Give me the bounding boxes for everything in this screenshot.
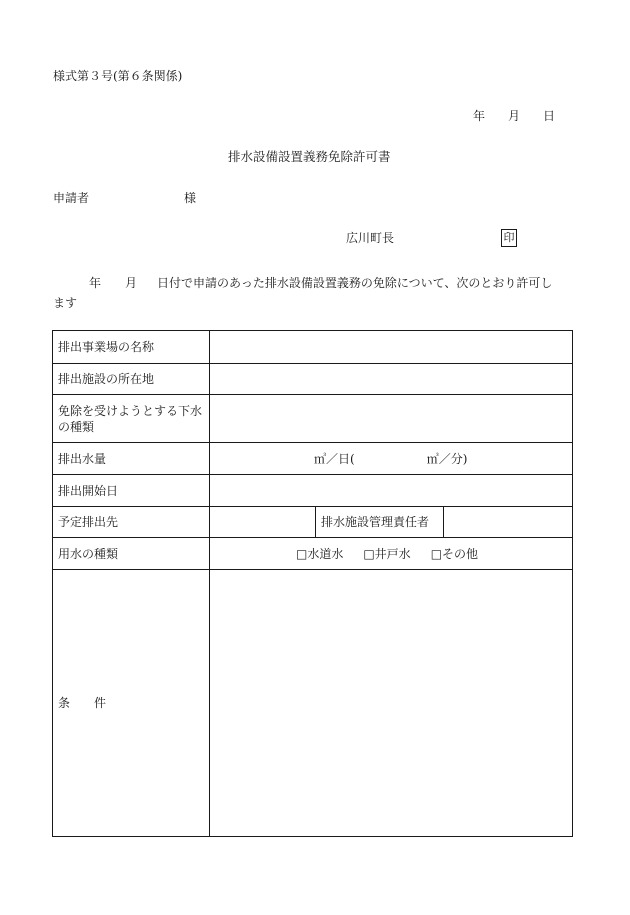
date-line: [473, 109, 555, 123]
unit-per-minute: ㎥／分): [426, 451, 468, 466]
permit-table: [52, 330, 573, 837]
row-label: 排出開始日: [53, 475, 210, 507]
table-row: [53, 364, 573, 395]
body-year: 年: [89, 276, 102, 290]
value-cell[interactable]: [210, 364, 573, 395]
water-type-options: [210, 538, 573, 570]
value-cell[interactable]: [210, 507, 316, 538]
row-label: 排出事業場の名称: [53, 331, 210, 364]
date-day: 日: [543, 109, 556, 123]
conditions-value-cell[interactable]: [210, 570, 573, 837]
conditions-char-2: 件: [94, 696, 107, 710]
value-cell[interactable]: [210, 475, 573, 507]
table-row: [53, 395, 573, 443]
table-row: [53, 443, 573, 475]
option-well-water[interactable]: □井戸水: [363, 546, 411, 561]
issuer-name: 広川町長: [346, 231, 395, 245]
flow-volume-cell[interactable]: [210, 443, 573, 475]
table-row: [53, 570, 573, 837]
date-month: 月: [508, 109, 521, 123]
form-number: 様式第３号(第６条関係): [53, 69, 183, 83]
option-tap-water[interactable]: □水道水: [296, 546, 344, 561]
sub-label: 排水施設管理責任者: [316, 507, 444, 538]
row-label: 予定排出先: [53, 507, 210, 538]
value-cell[interactable]: [210, 331, 573, 364]
table-row: [53, 507, 573, 538]
unit-per-day: ㎥／日(: [314, 451, 355, 466]
conditions-char-1: 条: [58, 696, 71, 710]
row-label: 用水の種類: [53, 538, 210, 570]
seal-mark: 印: [501, 229, 517, 247]
applicant-label: 申請者: [53, 191, 90, 205]
body-month: 月: [125, 276, 138, 290]
applicant-honorific: 様: [184, 191, 197, 205]
conditions-label: [53, 570, 210, 837]
row-label: 免除を受けようとする下水の種類: [53, 395, 210, 443]
table-row: [53, 538, 573, 570]
body-text: 日付で申請のあった排水設備設置義務の免除について、次のとおり許可します: [53, 276, 553, 310]
value-cell[interactable]: [444, 507, 573, 538]
date-year: 年: [473, 109, 486, 123]
table-row: [53, 331, 573, 364]
option-other[interactable]: □その他: [430, 546, 479, 561]
row-label: 排出施設の所在地: [53, 364, 210, 395]
document-title: 排水設備設置義務免除許可書: [228, 149, 391, 164]
value-cell[interactable]: [210, 395, 573, 443]
table-row: [53, 475, 573, 507]
body-paragraph: [53, 273, 563, 313]
row-label: 排出水量: [53, 443, 210, 475]
